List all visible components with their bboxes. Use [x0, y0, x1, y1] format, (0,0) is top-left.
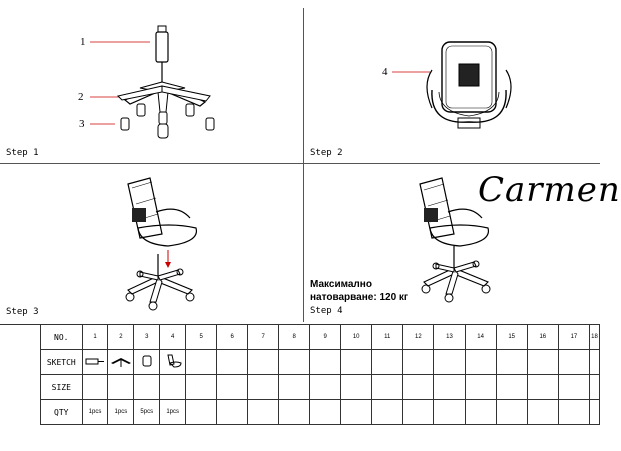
col-no-15: 15	[496, 325, 527, 350]
size-cell-14	[465, 375, 496, 400]
table-row-no	[0, 325, 600, 350]
callout-4: 4	[382, 66, 388, 78]
col-no-1: 1	[82, 325, 108, 350]
table-row-sketch	[0, 350, 600, 375]
col-no-12: 12	[403, 325, 434, 350]
step2-seat-back-drawing	[304, 0, 600, 163]
sketch-cell-11	[372, 350, 403, 375]
col-no-8: 8	[279, 325, 310, 350]
col-no-6: 6	[217, 325, 248, 350]
col-no-7: 7	[248, 325, 279, 350]
row-label-qty: QTY	[40, 400, 82, 425]
sketch-cell-10	[341, 350, 372, 375]
max-load-line1: Максимално	[310, 279, 372, 290]
sketch-cell-16	[527, 350, 558, 375]
sketch-cell-14	[465, 350, 496, 375]
qty-cell-7	[248, 400, 279, 425]
sketch-cell-3	[134, 350, 160, 375]
qty-cell-14	[465, 400, 496, 425]
row-label-size: SIZE	[40, 375, 82, 400]
max-load-note	[310, 278, 408, 304]
sketch-cell-7	[248, 350, 279, 375]
qty-cell-17	[558, 400, 589, 425]
chair-base-icon	[110, 354, 132, 368]
row-label-no: NO.	[40, 325, 82, 350]
qty-cell-10	[341, 400, 372, 425]
size-cell-7	[248, 375, 279, 400]
qty-cell-4: 1pcs	[160, 400, 186, 425]
step1-panel	[0, 0, 303, 163]
size-cell-9	[310, 375, 341, 400]
sketch-cell-17	[558, 350, 589, 375]
size-cell-4	[160, 375, 186, 400]
sketch-cell-13	[434, 350, 465, 375]
step2-panel	[304, 0, 600, 163]
col-no-17: 17	[558, 325, 589, 350]
col-no-18: 18	[589, 325, 599, 350]
sketch-cell-1	[82, 350, 108, 375]
qty-cell-13	[434, 400, 465, 425]
step3-panel	[0, 164, 303, 324]
parts-table	[0, 324, 600, 425]
row-label-sketch: SKETCH	[40, 350, 82, 375]
size-cell-2	[108, 375, 134, 400]
sketch-cell-4	[160, 350, 186, 375]
size-cell-5	[186, 375, 217, 400]
sketch-cell-2	[108, 350, 134, 375]
step3-label: Step 3	[6, 307, 39, 317]
size-cell-17	[558, 375, 589, 400]
step2-label: Step 2	[310, 148, 343, 158]
col-no-3: 3	[134, 325, 160, 350]
qty-cell-15	[496, 400, 527, 425]
qty-cell-8	[279, 400, 310, 425]
size-cell-15	[496, 375, 527, 400]
step3-assembly-drawing	[0, 164, 303, 324]
qty-cell-1: 1pcs	[82, 400, 108, 425]
caster-wheel-icon	[136, 354, 158, 368]
qty-cell-6	[217, 400, 248, 425]
size-cell-13	[434, 375, 465, 400]
callout-2: 2	[78, 91, 84, 103]
sketch-cell-12	[403, 350, 434, 375]
qty-cell-2: 1pcs	[108, 400, 134, 425]
table-row-size	[0, 375, 600, 400]
sketch-cell-9	[310, 350, 341, 375]
size-cell-10	[341, 375, 372, 400]
table-row-qty	[0, 400, 600, 425]
size-cell-18	[589, 375, 599, 400]
qty-cell-5	[186, 400, 217, 425]
col-no-9: 9	[310, 325, 341, 350]
gas-lift-icon	[84, 354, 106, 368]
sketch-cell-6	[217, 350, 248, 375]
size-cell-16	[527, 375, 558, 400]
chair-seat-icon	[162, 354, 184, 368]
qty-cell-12	[403, 400, 434, 425]
col-no-16: 16	[527, 325, 558, 350]
callout-3: 3	[79, 118, 85, 130]
size-cell-12	[403, 375, 434, 400]
max-load-line2: натоварване: 120 кг	[310, 292, 409, 303]
table-spacer-cell	[0, 325, 40, 425]
callout-1: 1	[80, 36, 86, 48]
qty-cell-9	[310, 400, 341, 425]
qty-cell-11	[372, 400, 403, 425]
size-cell-3	[134, 375, 160, 400]
sketch-cell-18	[589, 350, 599, 375]
col-no-13: 13	[434, 325, 465, 350]
qty-cell-18	[589, 400, 599, 425]
col-no-14: 14	[465, 325, 496, 350]
size-cell-8	[279, 375, 310, 400]
brand-logo-text: Carmen	[478, 170, 621, 210]
col-no-11: 11	[372, 325, 403, 350]
qty-cell-3: 5pcs	[134, 400, 160, 425]
col-no-5: 5	[186, 325, 217, 350]
sketch-cell-8	[279, 350, 310, 375]
size-cell-6	[217, 375, 248, 400]
qty-cell-16	[527, 400, 558, 425]
step1-base-drawing	[0, 0, 303, 163]
col-no-10: 10	[341, 325, 372, 350]
col-no-2: 2	[108, 325, 134, 350]
step4-label: Step 4	[310, 306, 343, 316]
size-cell-11	[372, 375, 403, 400]
sketch-cell-5	[186, 350, 217, 375]
sketch-cell-15	[496, 350, 527, 375]
step1-label: Step 1	[6, 148, 39, 158]
col-no-4: 4	[160, 325, 186, 350]
size-cell-1	[82, 375, 108, 400]
